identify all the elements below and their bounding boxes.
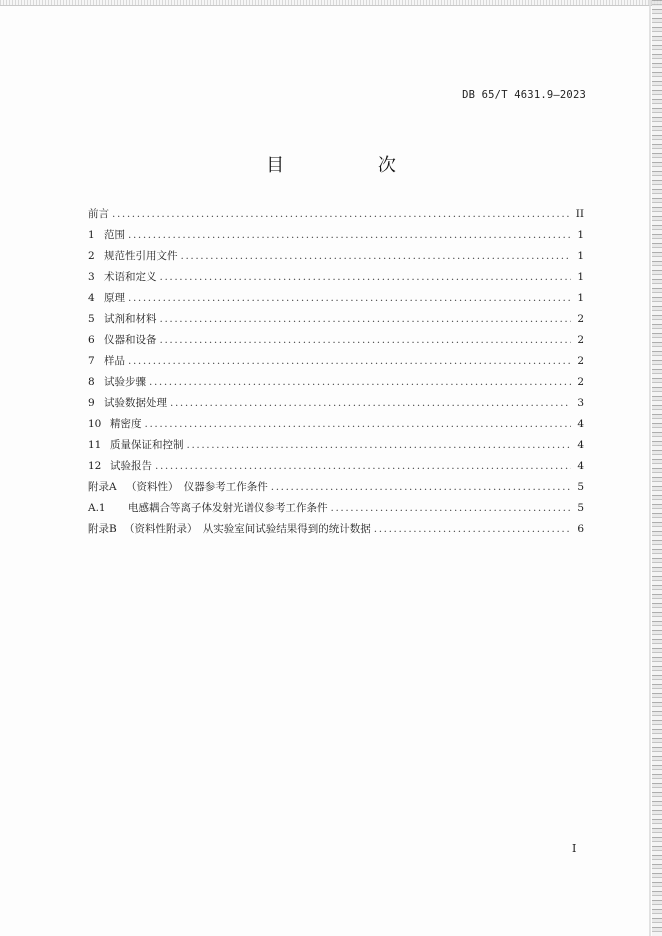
- toc-entry-label: [88, 372, 146, 393]
- toc-entry-title: 术语和定义: [104, 271, 157, 283]
- toc-entry-10[interactable]: [88, 414, 584, 435]
- toc-entry-3[interactable]: [88, 267, 584, 288]
- toc-entry-7[interactable]: [88, 351, 584, 372]
- toc-entry-number: 9: [88, 397, 95, 409]
- toc-entry-page: 4: [577, 460, 584, 472]
- toc-entry-label: [88, 498, 328, 519]
- toc-leader-dots: [112, 204, 571, 225]
- toc-entry-5[interactable]: [88, 309, 584, 330]
- toc-entry-foreword[interactable]: [88, 204, 584, 225]
- toc-leader-dots: [145, 414, 572, 435]
- toc-entry-page: 5: [577, 481, 584, 493]
- toc-entry-11[interactable]: [88, 435, 584, 456]
- toc-leader-dots: [128, 288, 571, 309]
- toc-entry-title: 电感耦合等离子体发射光谱仪参考工作条件: [128, 502, 328, 514]
- toc-entry-page: 1: [577, 229, 584, 241]
- toc-entry-title: 试验步骤: [104, 376, 146, 388]
- toc-entry-label: [88, 246, 178, 267]
- page-number: I: [572, 842, 577, 855]
- toc-entry-8[interactable]: [88, 372, 584, 393]
- toc-entry-label: [88, 477, 268, 498]
- toc-leader-dots: [128, 351, 571, 372]
- toc-entry-label: [88, 309, 157, 330]
- toc-leader-dots: [128, 225, 571, 246]
- toc-leader-dots: [331, 498, 572, 519]
- toc-entry-number: 4: [88, 292, 95, 304]
- toc-entry-page: 4: [577, 439, 584, 451]
- toc-entry-label: [88, 393, 167, 414]
- table-of-contents: [88, 204, 584, 540]
- toc-entry-title: 仪器和设备: [104, 334, 157, 346]
- toc-entry-page: 1: [577, 250, 584, 262]
- toc-entry-2[interactable]: [88, 246, 584, 267]
- toc-entry-page: 2: [577, 376, 584, 388]
- toc-entry-page: 1: [577, 271, 584, 283]
- toc-entry-label: [88, 456, 152, 477]
- toc-entry-label: [88, 414, 142, 435]
- toc-entry-page: II: [575, 208, 584, 220]
- toc-entry-label: [88, 351, 125, 372]
- toc-entry-9[interactable]: [88, 393, 584, 414]
- toc-entry-number: 7: [88, 355, 95, 367]
- toc-entry-number: 5: [88, 313, 95, 325]
- toc-entry-title: 试验数据处理: [104, 397, 167, 409]
- toc-entry-title: （资料性附录） 从实验室间试验结果得到的统计数据: [124, 523, 371, 535]
- toc-entry-label: [88, 435, 184, 456]
- toc-entry-number: 3: [88, 271, 95, 283]
- toc-leader-dots: [187, 435, 572, 456]
- toc-leader-dots: [160, 267, 572, 288]
- toc-entry-page: 2: [577, 313, 584, 325]
- toc-entry-number: 1: [88, 229, 95, 241]
- toc-entry-title: 原理: [104, 292, 125, 304]
- toc-entry-title: （资料性） 仪器参考工作条件: [126, 481, 268, 493]
- toc-entry-number: 附录A: [88, 481, 117, 493]
- toc-entry-title: 规范性引用文件: [104, 250, 178, 262]
- toc-entry-a1[interactable]: [88, 498, 584, 519]
- toc-entry-label: [88, 330, 157, 351]
- toc-entry-label: [88, 225, 125, 246]
- toc-leader-dots: [149, 372, 571, 393]
- toc-entry-4[interactable]: [88, 288, 584, 309]
- toc-entry-appendix-a[interactable]: [88, 477, 584, 498]
- toc-entry-number: 6: [88, 334, 95, 346]
- toc-leader-dots: [181, 246, 572, 267]
- toc-entry-title: 精密度: [110, 418, 142, 430]
- toc-entry-label: [88, 204, 109, 225]
- toc-leader-dots: [170, 393, 571, 414]
- toc-entry-6[interactable]: [88, 330, 584, 351]
- toc-entry-appendix-b[interactable]: [88, 519, 584, 540]
- toc-entry-label: [88, 267, 157, 288]
- toc-entry-1[interactable]: [88, 225, 584, 246]
- toc-entry-number: 8: [88, 376, 95, 388]
- scan-top-border: [0, 0, 662, 6]
- toc-leader-dots: [160, 309, 572, 330]
- toc-entry-title: 范围: [104, 229, 125, 241]
- toc-entry-number: 附录B: [88, 523, 117, 535]
- toc-entry-page: 2: [577, 355, 584, 367]
- toc-leader-dots: [374, 519, 571, 540]
- scan-right-edge: [652, 0, 662, 936]
- toc-entry-12[interactable]: [88, 456, 584, 477]
- toc-entry-page: 5: [577, 502, 584, 514]
- toc-entry-number: A.1: [88, 502, 106, 514]
- toc-leader-dots: [155, 456, 571, 477]
- toc-entry-title: 质量保证和控制: [110, 439, 184, 451]
- toc-entry-page: 3: [577, 397, 584, 409]
- toc-entry-title: 样品: [104, 355, 125, 367]
- toc-entry-page: 2: [577, 334, 584, 346]
- toc-entry-number: 11: [88, 439, 102, 451]
- toc-entry-title: 试剂和材料: [104, 313, 157, 325]
- toc-entry-page: 4: [577, 418, 584, 430]
- toc-title: 目 次: [266, 155, 440, 176]
- toc-entry-page: 1: [577, 292, 584, 304]
- toc-leader-dots: [271, 477, 571, 498]
- toc-entry-title: 前言: [88, 208, 109, 220]
- toc-entry-label: [88, 288, 125, 309]
- toc-entry-title: 试验报告: [110, 460, 152, 472]
- toc-entry-label: [88, 519, 371, 540]
- toc-leader-dots: [160, 330, 572, 351]
- toc-entry-page: 6: [577, 523, 584, 535]
- toc-entry-number: 10: [88, 418, 102, 430]
- standard-number: DB 65/T 4631.9—2023: [462, 89, 586, 101]
- toc-entry-number: 2: [88, 250, 95, 262]
- toc-entry-number: 12: [88, 460, 102, 472]
